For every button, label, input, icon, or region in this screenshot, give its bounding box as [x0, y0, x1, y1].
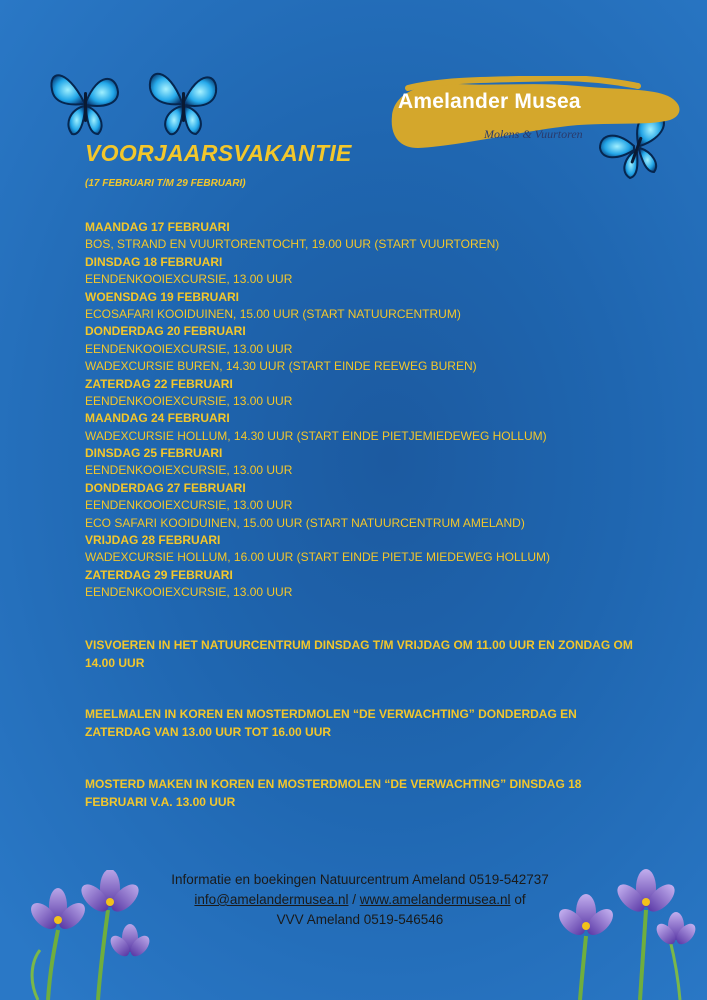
schedule-day: DINSDAG 25 FEBRUARI: [85, 446, 223, 461]
schedule-activity: WADEXCURSIE HOLLUM, 16.00 UUR (START EINDE PIETJE MIEDEWEG HOLLUM): [85, 550, 550, 565]
schedule-day: ZATERDAG 29 FEBRUARI: [85, 567, 233, 582]
schedule-activity: EENDENKOOIEXCURSIE, 13.00 UUR: [85, 463, 293, 478]
website-link[interactable]: www.amelandermusea.nl: [359, 892, 511, 907]
schedule-day: ZATERDAG 22 FEBRUARI: [85, 376, 233, 391]
email-link[interactable]: info@amelandermusea.nl: [194, 892, 349, 907]
footer-line3: VVV Ameland 0519-546546: [276, 912, 444, 927]
schedule-activity: WADEXCURSIE BUREN, 14.30 UUR (START EINDE REEWEG BUREN): [85, 359, 477, 374]
butterfly-icon: [46, 62, 124, 142]
schedule-activity: BOS, STRAND EN VUURTORENTOCHT, 19.00 UUR (START VUURTOREN): [85, 237, 500, 252]
schedule-activity: ECOSAFARI KOOIDUINEN, 15.00 UUR (START NATUURCENTRUM): [85, 306, 461, 321]
schedule-activity: EENDENKOOIEXCURSIE, 13.00 UUR: [85, 341, 293, 356]
page-title: VOORJAARSVAKANTIE: [85, 140, 352, 166]
schedule-list: [85, 219, 665, 602]
schedule-activity: WADEXCURSIE HOLLUM, 14.30 UUR (START EINDE PIETJEMIEDEWEG HOLLUM): [85, 428, 547, 443]
footer-info: [140, 870, 580, 930]
note-mosterd: MOSTERD MAKEN IN KOREN EN MOSTERDMOLEN “DE VERWACHTING” DINSDAG 18 FEBRUARI V.A. 13.00 UUR: [85, 777, 582, 809]
butterfly-icon: [144, 62, 222, 142]
schedule-day: DONDERDAG 20 FEBRUARI: [85, 324, 246, 339]
schedule-day: WOENSDAG 19 FEBRUARI: [85, 289, 240, 304]
footer-line1: Informatie en boekingen Natuurcentrum Ameland 0519-542737: [171, 872, 549, 887]
footer-line2: [140, 890, 580, 910]
schedule-activity: EENDENKOOIEXCURSIE, 13.00 UUR: [85, 272, 293, 287]
schedule-day: VRIJDAG 28 FEBRUARI: [85, 533, 221, 548]
schedule-activity: EENDENKOOIEXCURSIE, 13.00 UUR: [85, 393, 293, 408]
logo-title: Amelander Musea: [398, 90, 581, 113]
schedule-day: DONDERDAG 27 FEBRUARI: [85, 480, 246, 495]
footer-separator: /: [348, 892, 360, 907]
schedule-activity: EENDENKOOIEXCURSIE, 13.00 UUR: [85, 498, 293, 513]
note-meelmalen: MEELMALEN IN KOREN EN MOSTERDMOLEN “DE VERWACHTING” DONDERDAG EN ZATERDAG VAN 13.00 UUR TOT 16.00 UUR: [85, 707, 577, 739]
logo-subtitle: Molens & Vuurtoren: [484, 127, 583, 141]
note-visvoeren: VISVOEREN IN HET NATUURCENTRUM DINSDAG T/M VRIJDAG OM 11.00 UUR EN ZONDAG OM 14.00 UUR: [85, 638, 633, 670]
crocus-icon: [18, 870, 158, 1000]
schedule-day: MAANDAG 17 FEBRUARI: [85, 220, 230, 234]
page-subtitle: (17 FEBRUARI T/M 29 FEBRUARI): [85, 178, 246, 189]
schedule-activity: ECO SAFARI KOOIDUINEN, 15.00 UUR (START NATUURCENTRUM AMELAND): [85, 515, 525, 530]
footer-of: of: [510, 892, 526, 907]
logo-brush-icon: [388, 76, 688, 156]
schedule-day: MAANDAG 24 FEBRUARI: [85, 411, 230, 426]
schedule-activity: EENDENKOOIEXCURSIE, 13.00 UUR: [85, 585, 293, 600]
schedule-day: DINSDAG 18 FEBRUARI: [85, 254, 223, 269]
